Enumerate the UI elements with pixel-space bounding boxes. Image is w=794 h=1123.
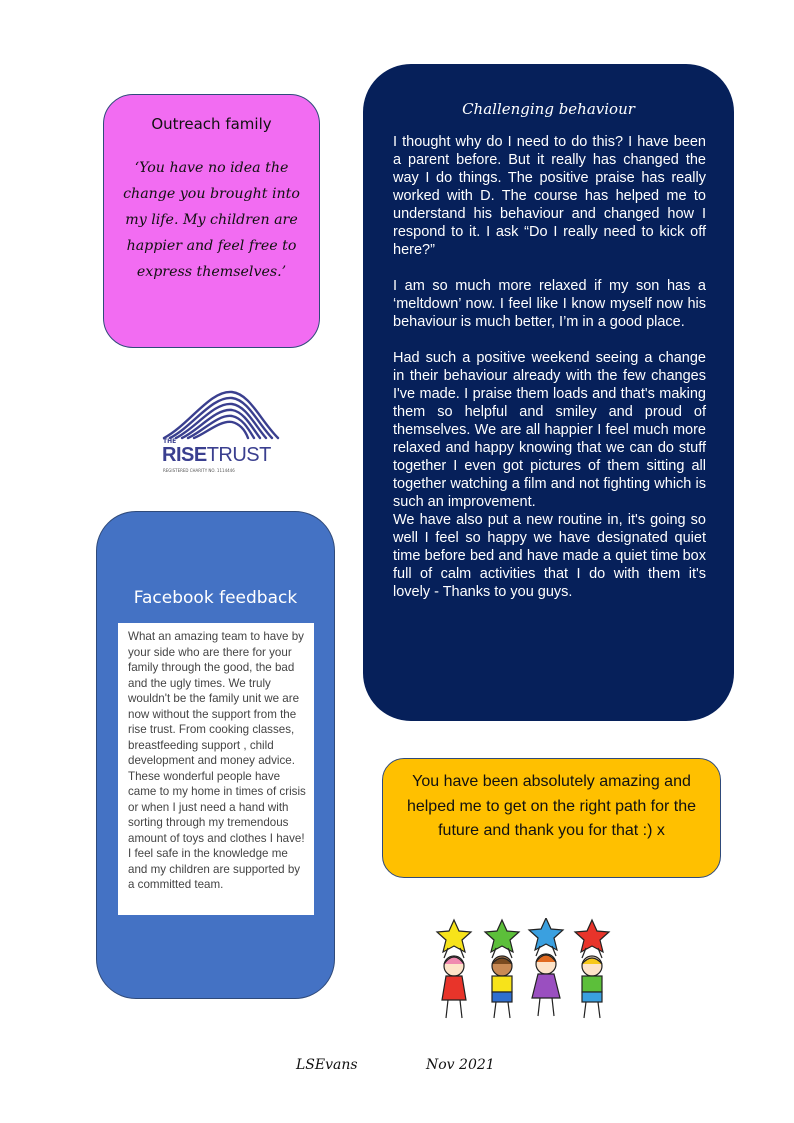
outreach-family-box	[103, 94, 320, 348]
logo-charity-number: REGISTERED CHARITY NO. 1114446	[163, 468, 235, 473]
outreach-family-title: Outreach family	[151, 115, 272, 133]
logo-trust-word: TRUST	[206, 444, 271, 466]
testimonial-paragraph: I thought why do I need to do this? I have been a parent before. But it really has changed the way I do things. The positive praise has really worked with D. The course has helped me to understand his behaviour and changed how I respond to it. I ask “Do I really need to kick off here?”	[393, 134, 706, 258]
testimonial-paragraph: I am so much more relaxed if my son has a ‘meltdown’ now. I feel like I know myself now his behaviour is much better, I’m in a good place.	[393, 278, 706, 330]
logo-rise-word: RISE	[162, 444, 207, 466]
testimonial-paragraph: We have also put a new routine in, it's going so well I feel so happy we have designated quiet time before bed and have made a quiet time box full of calm activities that I do with them it's lovely - Thanks to you guys.	[393, 512, 706, 600]
thank-you-box	[382, 758, 721, 878]
challenging-behaviour-box	[363, 64, 734, 721]
logo-the-text: THE	[163, 438, 177, 445]
rise-trust-wave-logo-icon	[160, 384, 282, 444]
testimonial-paragraph: Had such a positive weekend seeing a change in their behaviour already with the few changes I've made. I praise them loads and that's making them so helpful and smiley and proud of themselves. We are all happier I feel much more relaxed and happy knowing that we can do stuff together I even got pictures of them sitting all together watching a film and not fighting which is such an improvement.	[393, 350, 706, 510]
facebook-feedback-box	[96, 511, 335, 999]
footer-date: Nov 2021	[426, 1057, 495, 1073]
facebook-comment-card	[118, 623, 314, 915]
children-holding-stars-icon	[432, 918, 614, 1022]
facebook-comment-text: What an amazing team to have by your side who are there for your family through the good, the bad and the ugly times. We truly wouldn't be the family unit we are now without the support from the rise trust. From cooking classes, breastfeeding support , child development and money advice. These wonderful people have came to my home in times of crisis or when I just need a hand with sorting through my tremendous amount of toys and clothes I have! I feel safe in the knowledge me and my children are supported by a committed team.	[128, 630, 306, 891]
facebook-feedback-title: Facebook feedback	[133, 588, 298, 608]
footer-author: LSEvans	[296, 1057, 358, 1073]
outreach-family-quote: ‘You have no idea the change you brought into my life. My children are happier and feel free to express themselves.’	[123, 160, 300, 280]
rise-trust-logo	[160, 384, 282, 474]
challenging-behaviour-text	[393, 133, 706, 601]
challenging-behaviour-title: Challenging behaviour	[462, 100, 635, 118]
logo-rise-trust-text	[162, 444, 271, 467]
thank-you-text: You have been absolutely amazing and helped me to get on the right path for the future and thank you for that :) x	[406, 773, 697, 839]
